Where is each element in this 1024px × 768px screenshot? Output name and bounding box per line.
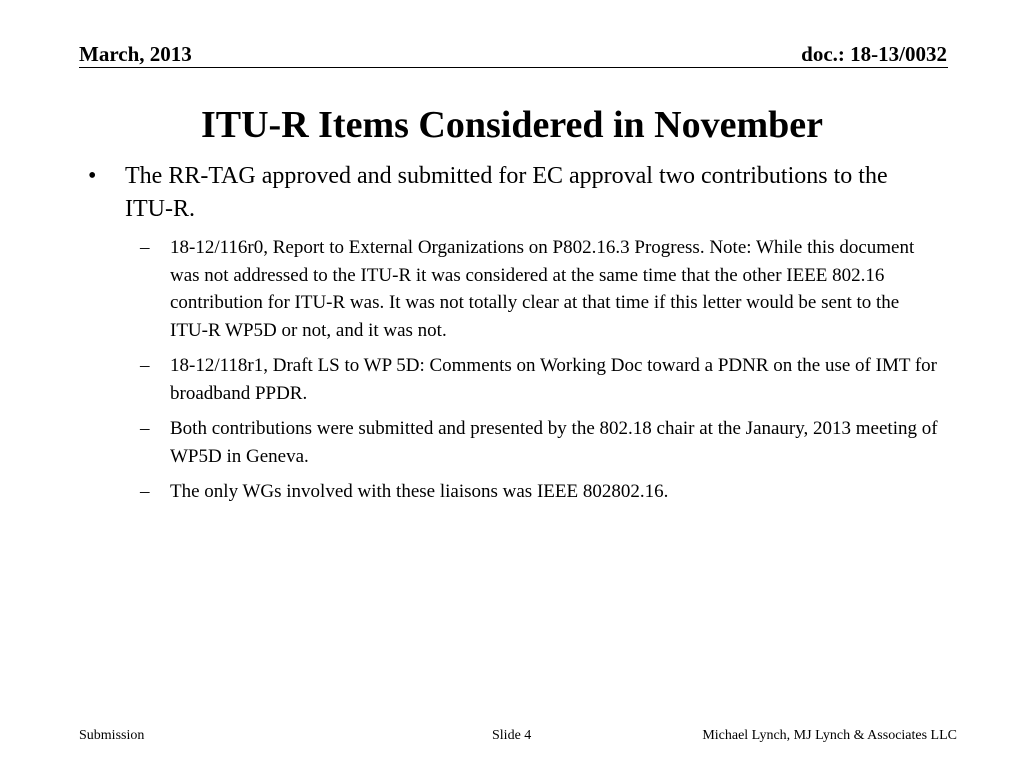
bullet-item xyxy=(80,160,940,226)
dash-marker: – xyxy=(140,418,150,439)
sub-bullet-text: Both contributions were submitted and presented by the 802.18 chair at the Janaury, 2013 meeting of WP5D in Geneva. xyxy=(170,418,938,467)
dash-marker: – xyxy=(140,481,150,502)
footer-submission: Submission xyxy=(79,728,145,743)
header-doc-id: doc.: 18-13/0032 xyxy=(801,42,947,66)
sub-bullet-item xyxy=(80,478,940,506)
slide-title: ITU-R Items Considered in November xyxy=(200,104,824,146)
footer-slide-number: Slide 4 xyxy=(492,728,532,743)
sub-bullet-text: The only WGs involved with these liaisons was IEEE 802802.16. xyxy=(170,481,669,502)
dash-marker: – xyxy=(140,237,150,258)
sub-bullet-item xyxy=(80,352,940,407)
sub-bullet-item xyxy=(80,415,940,470)
footer-author: Michael Lynch, MJ Lynch & Associates LLC xyxy=(702,728,957,743)
header-divider xyxy=(79,67,948,68)
dash-marker: – xyxy=(140,355,150,376)
sub-bullet-list xyxy=(80,234,940,506)
bullet-marker: • xyxy=(88,163,97,189)
sub-bullet-text: 18-12/116r0, Report to External Organizations on P802.16.3 Progress. Note: While this document was not addressed to the ITU-R it was considered at the same time that the other IEEE 802.16 contribution for ITU-R was. It was not totally clear at that time if this letter would be sent to the ITU-R WP5D or not, and it was not. xyxy=(170,237,915,341)
header-date: March, 2013 xyxy=(79,42,192,66)
slide-body xyxy=(80,160,940,514)
sub-bullet-item xyxy=(80,234,940,344)
sub-bullet-text: 18-12/118r1, Draft LS to WP 5D: Comments on Working Doc toward a PDNR on the use of IMT for broadband PPDR. xyxy=(170,355,938,404)
bullet-text: The RR-TAG approved and submitted for EC approval two contributions to the ITU-R. xyxy=(125,163,888,222)
